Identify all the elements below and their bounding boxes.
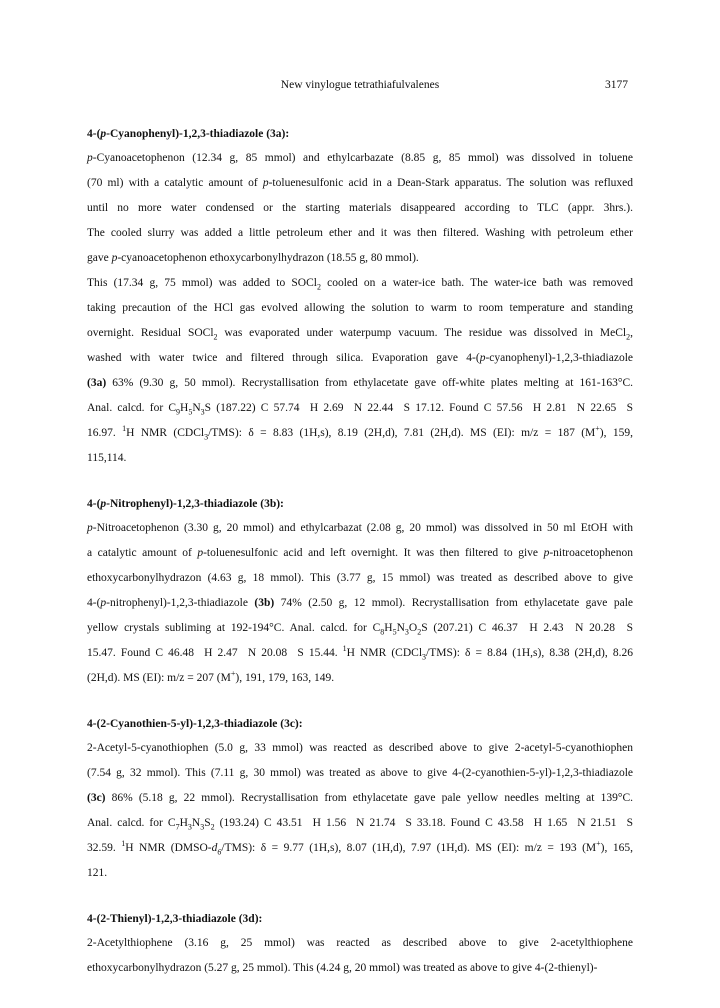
text-line: This (17.34 g, 75 mmol) was added to SOCl$_2$ cooled on a water-ice bath. The water-ice bath was removed <box>87 277 633 292</box>
running-head <box>0 79 720 95</box>
text-line: 2-Acetyl-5-cyanothiophen (5.0 g, 33 mmol) was reacted as described above to give 2-acetyl-5-cyanothiophen <box>87 742 633 754</box>
section-heading: 4-(p-Nitrophenyl)-1,2,3-thiadiazole (3b): <box>87 498 284 510</box>
compound-section <box>87 496 633 686</box>
text-line: 32.59. $^1$H NMR $(DMSO-d_6/TMS)$: δ = 9.77 (1H,s), 8.07 (1H,d), 7.97 (1H,d). MS (EI): m/z = 193 (M+), 165, <box>87 839 633 857</box>
text-line: p-Cyanoacetophenon (12.34 g, 85 mmol) and ethylcarbazate (8.85 g, 85 mmol) was dissolved in toluene <box>87 152 633 164</box>
text-line: 2-Acetylthiophene (3.16 g, 25 mmol) was reacted as described above to give 2-acetylthiophene <box>87 937 633 949</box>
section-heading: 4-(2-Thienyl)-1,2,3-thiadiazole (3d): <box>87 913 263 925</box>
text-line: The cooled slurry was added a little petroleum ether and it was then filtered. Washing with petroleum ether <box>87 227 633 239</box>
compound-section <box>87 126 633 466</box>
section-heading: 4-(p-Cyanophenyl)-1,2,3-thiadiazole (3a): <box>87 128 290 140</box>
text-line: 121. <box>87 867 108 879</box>
running-title: New vinylogue tetrathiafulvalenes <box>280 79 440 91</box>
section-heading: 4-(2-Cyanothien-5-yl)-1,2,3-thiadiazole (3c): <box>87 718 303 730</box>
text-line: washed with water twice and filtered through silica. Evaporation gave 4-(p-cyanophenyl)-1,2,3-thiadiazole <box>87 352 633 364</box>
text-line: (7.54 g, 32 mmol). This (7.11 g, 30 mmol) was treated as above to give 4-(2-cyanothien-5-yl)-1,2,3-thiadiazole <box>87 767 633 779</box>
text-line: (2H,d). MS (EI): m/z = 207 (M+), 191, 179, 163, 149. <box>87 669 335 684</box>
text-line: 15.47. Found C 46.48 H 2.47 N 20.08 S 15.44. $^1$H NMR (CDCl$_3$/TMS): δ = 8.84 (1H,s), 8.38 (2H,d), 8.26 <box>87 644 633 662</box>
text-line: yellow crystals subliming at 192-194°C. Anal. calcd. for $C_8H_5N_3O_2S$ (207.21) C 46.37 H 2.43 N 20.28 S <box>87 622 634 637</box>
text-line: a catalytic amount of p-toluenesulfonic acid and left overnight. It was then filtered to give p-nitroacetophenon <box>87 547 633 559</box>
text-line: gave p-cyanoacetophenon ethoxycarbonylhydrazon (18.55 g, 80 mmol). <box>87 252 419 264</box>
compound-section <box>87 911 633 976</box>
text-line: (3c) 86% (5.18 g, 22 mmol). Recrystallisation from ethylacetate gave pale yellow needles melting at 139°C. <box>87 792 633 804</box>
text-line: taking precaution of the HCl gas evolved allowing the solution to warm to room temperature and standing <box>87 302 633 314</box>
text-line: Anal. calcd. for $C_9H_5N_3S$ (187.22) C 57.74 H 2.69 N 22.44 S 17.12. Found C 57.56 H 2.81 N 22.65 S <box>87 402 633 417</box>
text-line: until no more water condensed or the starting materials disappeared according to TLC (appr. 3hrs.). <box>87 202 633 214</box>
text-line: Anal. calcd. for $C_7H_3N_3S_2$ (193.24) C 43.51 H 1.56 N 21.74 S 33.18. Found C 43.58 H 1.65 N 21.51 S <box>87 817 633 832</box>
text-line: ethoxycarbonylhydrazon (4.63 g, 18 mmol). This (3.77 g, 15 mmol) was treated as described above to give <box>87 572 633 584</box>
compound-section <box>87 716 633 881</box>
text-line: (3a) 63% (9.30 g, 50 mmol). Recrystallisation from ethylacetate gave off-white plates melting at 161-163°C. <box>87 377 633 389</box>
text-line: 4-(p-nitrophenyl)-1,2,3-thiadiazole (3b) 74% (2.50 g, 12 mmol). Recrystallisation from ethylacetate gave pale <box>87 597 633 609</box>
text-line: 115,114. <box>87 452 127 464</box>
article-body <box>87 126 633 1006</box>
page-number: 3177 <box>605 79 628 91</box>
text-line: (70 ml) with a catalytic amount of p-toluenesulfonic acid in a Dean-Stark apparatus. The solution was refluxed <box>87 177 633 189</box>
text-line: 16.97. $^1$H NMR (CDCl$_3$/TMS): δ = 8.83 (1H,s), 8.19 (2H,d), 7.81 (2H,d). MS (EI): m/z = 187 (M+), 159, <box>87 424 633 442</box>
text-line: p-Nitroacetophenon (3.30 g, 20 mmol) and ethylcarbazat (2.08 g, 20 mmol) was dissolved in 50 ml EtOH with <box>87 522 633 534</box>
text-line: ethoxycarbonylhydrazon (5.27 g, 25 mmol). This (4.24 g, 20 mmol) was treated as above to give 4-(2-thienyl)- <box>87 962 598 974</box>
text-line: overnight. Residual SOCl$_2$ was evaporated under waterpump vacuum. The residue was dissolved in MeCl$_2$, <box>87 327 633 342</box>
